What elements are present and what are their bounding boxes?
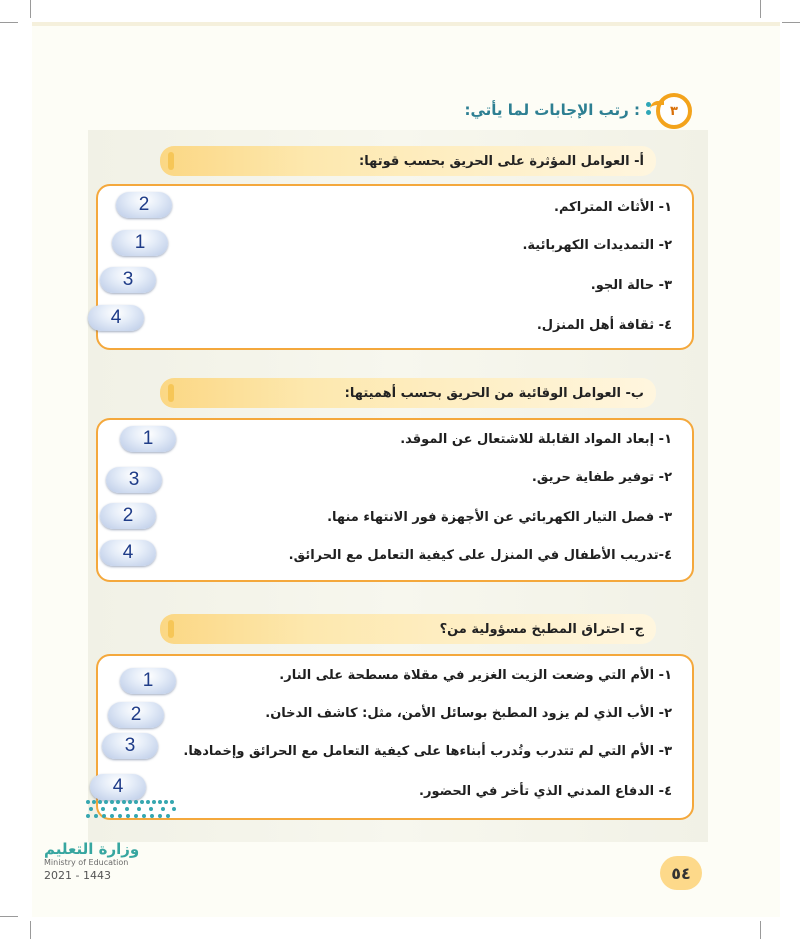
section-a-item-3: ٣- حالة الجو. [590,278,672,293]
section-c-box [96,654,694,820]
ministry-name-ar: وزارة التعليم [44,840,140,858]
exercise-instruction: : رتب الإجابات لما يأتي: [464,101,640,119]
section-b-box [96,418,694,582]
section-b-heading: ب- العوامل الوقائية من الحريق بحسب أهميتها: [160,378,656,408]
edition-year: 2021 - 1443 [44,869,111,882]
crop-mark [30,921,31,939]
section-b-item-4: ٤-تدريب الأطفال في المنزل على كيفية التعامل مع الحرائق. [288,548,672,563]
crop-mark [0,916,18,917]
section-b-item-2: ٢- توفير طفاية حريق. [531,470,672,485]
ministry-name-en: Ministry of Education [44,858,129,867]
section-c-item-3: ٣- الأم التي لم تتدرب وتُدرب أبناءها على كيفية التعامل مع الحرائق وإخمادها. [183,744,672,759]
section-c-item-1: ١- الأم التي وضعت الزيت الغزير في مقلاة مسطحة على النار. [279,668,672,683]
section-a-heading: أ- العوامل المؤثرة على الحريق بحسب قوتها: [160,146,656,176]
section-c-heading: ج- احتراق المطبخ مسؤولية من؟ [160,614,656,644]
answer-badge: 2 [108,702,164,728]
section-c-item-2: ٢- الأب الذي لم يزود المطبخ بوسائل الأمن، مثل: كاشف الدخان. [265,706,672,721]
crop-mark [30,0,31,18]
section-a-item-2: ٢- التمديدات الكهربائية. [522,238,672,253]
answer-badge: 4 [100,540,156,566]
answer-badge: 4 [88,305,144,331]
crop-mark [0,22,18,23]
section-a-box [96,184,694,350]
section-b-item-3: ٣- فصل التيار الكهربائي عن الأجهزة فور الانتهاء منها. [327,510,672,525]
page-number: ٥٤ [660,856,702,890]
answer-badge: 2 [100,503,156,529]
answer-badge: 2 [116,192,172,218]
answer-badge: 4 [90,774,146,800]
crop-mark [760,921,761,939]
answer-badge: 1 [112,230,168,256]
answer-badge: 1 [120,668,176,694]
answer-badge: 3 [106,467,162,493]
exercise-number: ٣ [656,93,692,129]
answer-badge: 3 [100,267,156,293]
section-a-item-4: ٤- ثقافة أهل المنزل. [536,318,672,333]
top-rule [32,22,780,26]
answer-badge: 1 [120,426,176,452]
section-a-item-1: ١- الأثاث المتراكم. [554,200,672,215]
section-b-item-1: ١- إبعاد المواد القابلة للاشتعال عن الموقد. [400,432,672,447]
exercise-title [464,93,698,127]
section-c-item-4: ٤- الدفاع المدني الذي تأخر في الحضور. [419,784,672,799]
exercise-number-icon [646,93,698,127]
answer-badge: 3 [102,733,158,759]
crop-mark [782,22,800,23]
crop-mark [760,0,761,18]
ministry-logo-icon [86,796,176,822]
